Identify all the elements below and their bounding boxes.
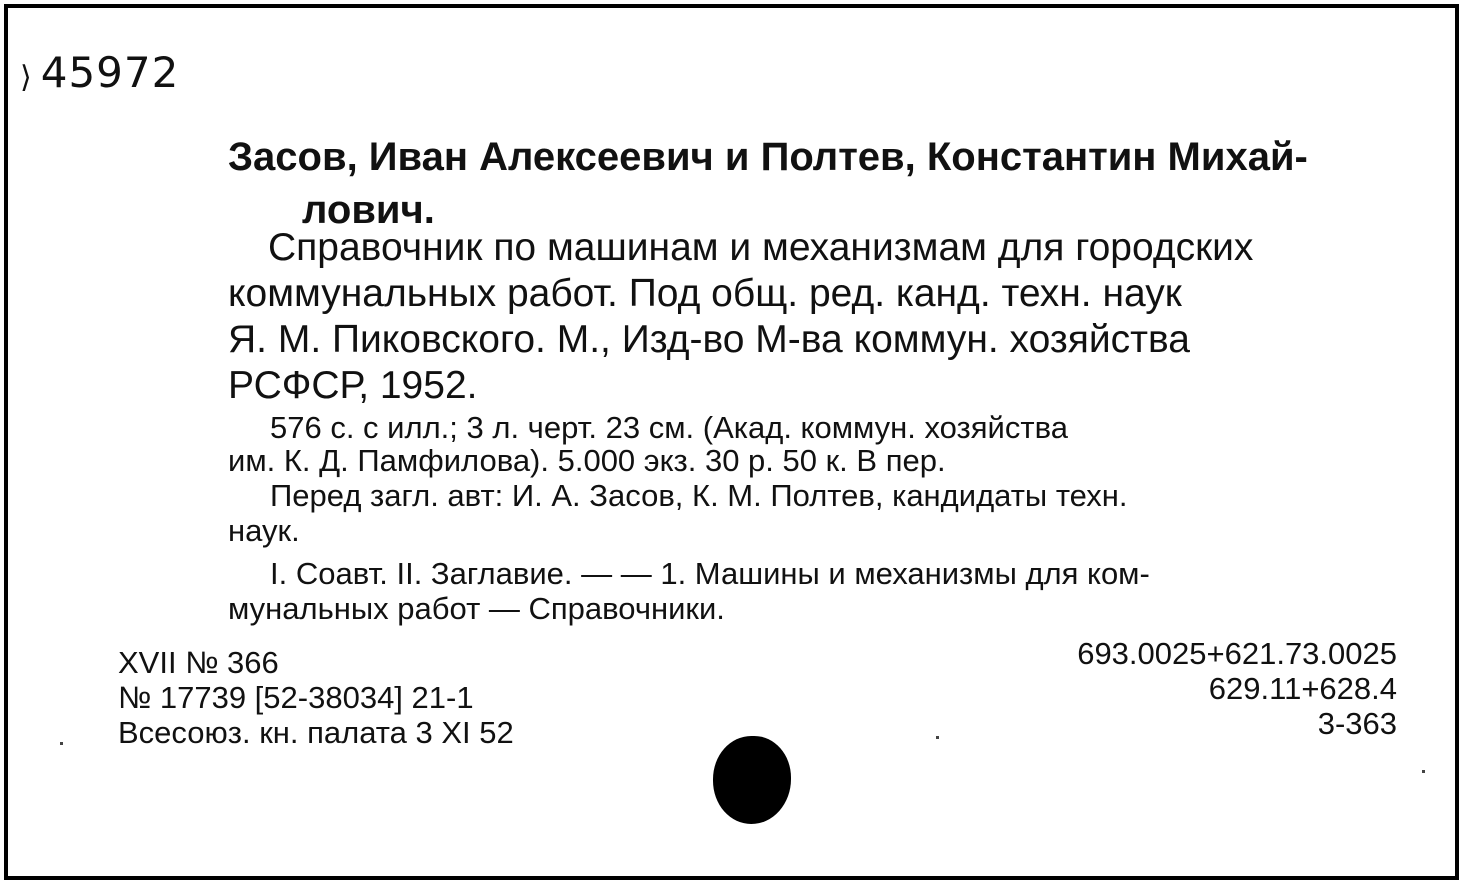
punch-hole: [713, 736, 791, 824]
ink-speck: [1422, 770, 1425, 773]
description-line-1: 576 с. с илл.; 3 л. черт. 23 см. (Акад. коммун. хозяйства: [270, 410, 1068, 445]
author-heading-line-2: лович.: [302, 188, 435, 232]
description-line-2: им. К. Д. Памфилова). 5.000 экз. 30 р. 50 к. В пер.: [228, 443, 946, 478]
handwritten-number-text: 45972: [40, 48, 180, 97]
right-code-2: 629.11+628.4: [1208, 671, 1397, 706]
description-line-3: Перед загл. авт: И. А. Засов, К. М. Полтев, кандидаты техн.: [270, 478, 1128, 513]
right-code-1: 693.0025+621.73.0025: [1077, 636, 1397, 671]
ink-speck: [60, 742, 63, 745]
left-code-1: XVII № 366: [118, 645, 279, 680]
right-code-3: 3-363: [1317, 706, 1397, 741]
left-code-2: № 17739 [52-38034] 21-1: [118, 680, 474, 715]
title-line-2: коммунальных работ. Под общ. ред. канд. техн. наук: [228, 272, 1182, 315]
description-line-6: мунальных работ — Справочники.: [228, 591, 725, 626]
bracket-mark-icon: ⟩: [20, 60, 33, 95]
ink-speck: [936, 736, 939, 739]
author-heading-line-1: Засов, Иван Алексеевич и Полтев, Константин Михай-: [228, 135, 1308, 179]
description-line-5: I. Соавт. II. Заглавие. — — 1. Машины и механизмы для ком-: [270, 556, 1150, 591]
description-line-4: наук.: [228, 513, 300, 548]
left-code-3: Всесоюз. кн. палата 3 XI 52: [118, 715, 514, 750]
title-line-4: РСФСР, 1952.: [228, 364, 478, 407]
handwritten-number: [20, 48, 179, 97]
title-line-3: Я. М. Пиковского. М., Изд-во М-ва коммун. хозяйства: [228, 318, 1190, 361]
title-line-1: Справочник по машинам и механизмам для городских: [268, 226, 1254, 269]
